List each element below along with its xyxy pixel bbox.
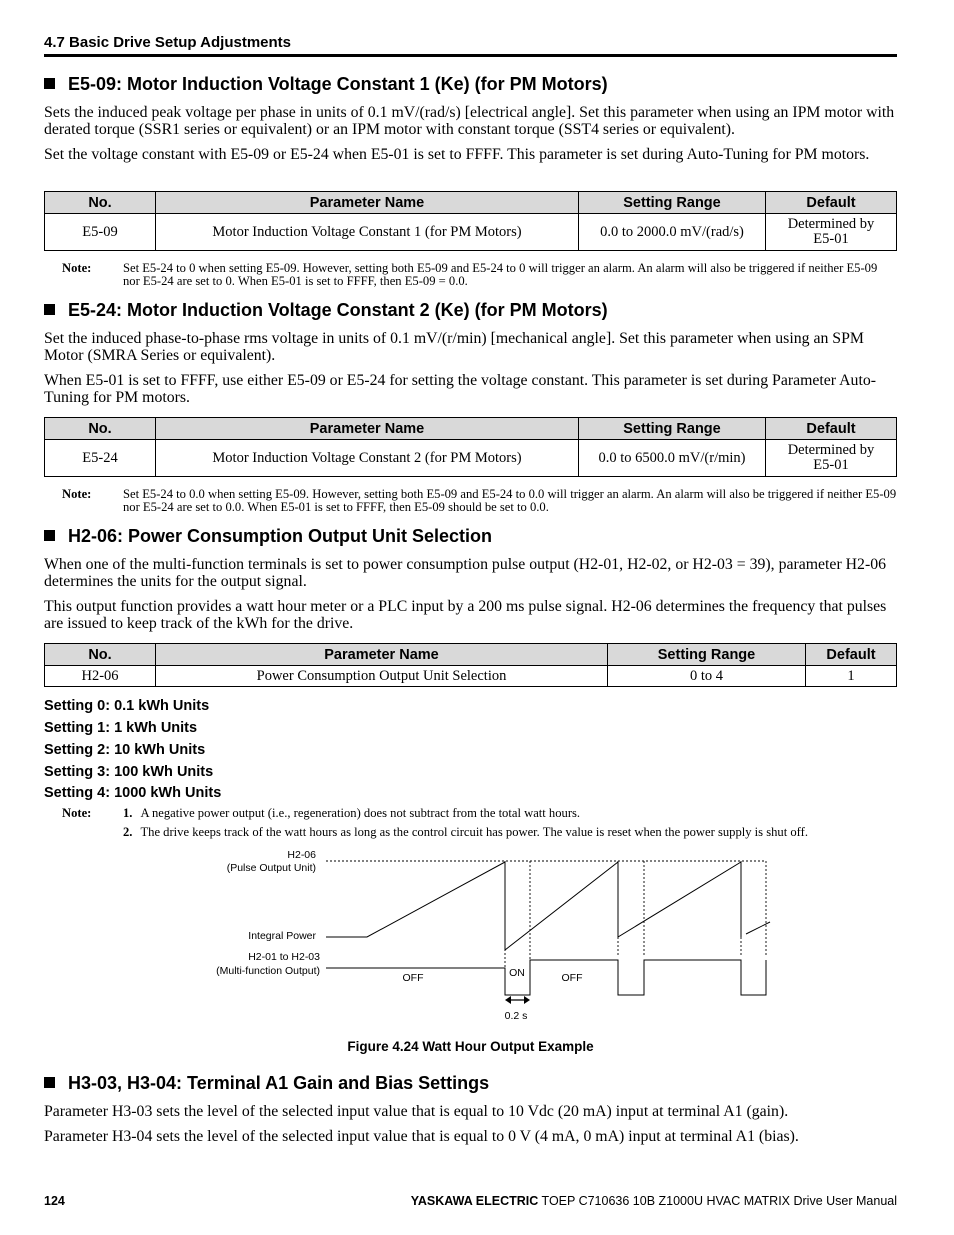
label-multi-function-output: (Multi-function Output) xyxy=(216,965,320,977)
cell-range: 0 to 4 xyxy=(608,666,806,687)
section-heading-h2-06 xyxy=(44,526,492,547)
multi-function-output-pulses xyxy=(326,960,766,995)
watt-hour-timing-diagram xyxy=(44,840,897,1030)
square-bullet-icon xyxy=(44,304,55,315)
col-default: Default xyxy=(766,192,897,214)
arrow-left-icon xyxy=(505,996,511,1004)
label-off: OFF xyxy=(402,972,424,984)
setting-item: Setting 0: 0.1 kWh Units xyxy=(44,698,210,714)
section-title: H2-06: Power Consumption Output Unit Selection xyxy=(68,526,493,546)
default-line-1: Determined by xyxy=(787,216,875,232)
parameter-table-h2-06 xyxy=(44,643,897,687)
note-label: Note: xyxy=(62,261,92,275)
running-header: 4.7 Basic Drive Setup Adjustments xyxy=(44,34,897,57)
section-title: E5-09: Motor Induction Voltage Constant 1 (Ke) (for PM Motors) xyxy=(68,74,608,94)
col-no: No. xyxy=(45,192,156,214)
col-default: Default xyxy=(806,644,897,666)
setting-item: Setting 1: 1 kWh Units xyxy=(44,720,198,736)
setting-item: Setting 3: 100 kWh Units xyxy=(44,764,214,780)
default-line-2: E5-01 xyxy=(813,457,849,473)
note-number: 2. xyxy=(123,825,133,839)
table-row xyxy=(45,214,897,251)
note-body: The drive keeps track of the watt hours as long as the control circuit has power. The value is reset when the power supply is shut off. xyxy=(140,825,808,839)
square-bullet-icon xyxy=(44,530,55,541)
setting-item: Setting 4: 1000 kWh Units xyxy=(44,785,222,801)
label-on: ON xyxy=(509,967,525,979)
footer-brand: YASKAWA ELECTRIC xyxy=(410,1194,539,1208)
parameter-table-e5-09 xyxy=(44,191,897,251)
section-heading-e5-24 xyxy=(44,300,608,321)
col-no: No. xyxy=(45,644,156,666)
parameter-table-e5-24 xyxy=(44,417,897,477)
label-integral-power: Integral Power xyxy=(248,930,316,942)
footer-doc xyxy=(411,1194,897,1208)
col-name: Parameter Name xyxy=(156,418,579,440)
page-number: 124 xyxy=(44,1194,65,1208)
paragraph: Sets the induced peak voltage per phase in units of 0.1 mV/(rad/s) [electrical angle]. Set this parameter when using an IPM motor with derated torque (SSR1 series or equivalent) or an IPM motor with constant torque (SST4 series or equivalent). xyxy=(44,104,895,138)
cell-default xyxy=(766,214,897,251)
note-text: Set E5-24 to 0.0 when setting E5-09. However, setting both E5-09 and E5-24 to 0.0 will trigger an alarm. An alarm will also be triggered if neither E5-09 nor E5-24 are set to 0.0. When E5-01 is set to FFFF, then E5-09 should be set to 0.0. xyxy=(123,487,897,514)
col-no: No. xyxy=(45,418,156,440)
section-heading-h3-03 xyxy=(44,1073,489,1094)
cell-name: Motor Induction Voltage Constant 2 (for PM Motors) xyxy=(156,440,579,477)
label-h2-01-to-h2-03: H2-01 to H2-03 xyxy=(248,951,320,963)
note-text-2 xyxy=(123,826,897,839)
cell-default: 1 xyxy=(806,666,897,687)
table-row xyxy=(45,440,897,477)
footer-title: TOEP C710636 10B Z1000U HVAC MATRIX Drive User Manual xyxy=(538,1194,897,1208)
paragraph: Parameter H3-03 sets the level of the selected input value that is equal to 10 Vdc (20 mA) input at terminal A1 (gain). xyxy=(44,1103,789,1120)
col-range: Setting Range xyxy=(608,644,806,666)
paragraph: When E5-01 is set to FFFF, use either E5-09 or E5-24 for setting the voltage constant. This parameter is set during Parameter Auto-Tuning for PM motors. xyxy=(44,372,876,406)
note-label: Note: xyxy=(62,806,92,820)
col-default: Default xyxy=(766,418,897,440)
section-title: E5-24: Motor Induction Voltage Constant 2 (Ke) (for PM Motors) xyxy=(68,300,608,320)
table-row xyxy=(45,666,897,687)
col-name: Parameter Name xyxy=(156,192,579,214)
paragraph: When one of the multi-function terminals is set to power consumption pulse output (H2-01, H2-02, or H2-03 = 39), parameter H2-06 determines the units for the output signal. xyxy=(44,556,887,590)
square-bullet-icon xyxy=(44,78,55,89)
note-body: A negative power output (i.e., regeneration) does not subtract from the total watt hours. xyxy=(140,806,581,820)
default-line-1: Determined by xyxy=(787,442,875,458)
cell-no: E5-24 xyxy=(45,440,156,477)
note-text-1 xyxy=(123,807,897,820)
col-range: Setting Range xyxy=(579,418,766,440)
label-pulse-width: 0.2 s xyxy=(504,1010,528,1022)
cell-name: Power Consumption Output Unit Selection xyxy=(156,666,608,687)
section-heading-e5-09 xyxy=(44,74,608,95)
square-bullet-icon xyxy=(44,1077,55,1088)
note-number: 1. xyxy=(123,806,133,820)
integral-power-continuation xyxy=(746,922,770,934)
paragraph: Set the voltage constant with E5-09 or E5-24 when E5-01 is set to FFFF. This parameter is set during Auto-Tuning for PM motors. xyxy=(44,146,870,163)
cell-no: H2-06 xyxy=(45,666,156,687)
paragraph: This output function provides a watt hour meter or a PLC input by a 200 ms pulse signal. H2-06 determines the frequency that pulses are issued to keep track of the kWh for the drive. xyxy=(44,598,887,632)
cell-range: 0.0 to 6500.0 mV/(r/min) xyxy=(579,440,766,477)
col-range: Setting Range xyxy=(579,192,766,214)
figure-caption: Figure 4.24 Watt Hour Output Example xyxy=(347,1039,594,1054)
section-title: H3-03, H3-04: Terminal A1 Gain and Bias Settings xyxy=(68,1073,490,1093)
cell-no: E5-09 xyxy=(45,214,156,251)
integral-power-sawtooth xyxy=(326,862,741,950)
paragraph: Set the induced phase-to-phase rms voltage in units of 0.1 mV/(r/min) [mechanical angle]. Set this parameter when using an SPM Motor (SMRA Series or equivalent). xyxy=(44,330,864,364)
label-h2-06: H2-06 xyxy=(287,849,316,861)
paragraph: Parameter H3-04 sets the level of the selected input value that is equal to 0 V (4 mA, 0 mA) input at terminal A1 (bias). xyxy=(44,1128,799,1145)
note-text: Set E5-24 to 0 when setting E5-09. However, setting both E5-09 and E5-24 to 0 will trigger an alarm. An alarm will also be triggered if neither E5-09 nor E5-24 are set to 0. When E5-01 is set to FFFF, then E5-09 = 0.0. xyxy=(123,261,878,288)
label-pulse-output-unit: (Pulse Output Unit) xyxy=(226,862,316,874)
arrow-right-icon xyxy=(524,996,530,1004)
setting-item: Setting 2: 10 kWh Units xyxy=(44,742,206,758)
label-off: OFF xyxy=(561,972,583,984)
cell-default xyxy=(766,440,897,477)
col-name: Parameter Name xyxy=(156,644,608,666)
note-label: Note: xyxy=(62,487,92,501)
cell-name: Motor Induction Voltage Constant 1 (for PM Motors) xyxy=(156,214,579,251)
default-line-2: E5-01 xyxy=(813,231,849,247)
cell-range: 0.0 to 2000.0 mV/(rad/s) xyxy=(579,214,766,251)
